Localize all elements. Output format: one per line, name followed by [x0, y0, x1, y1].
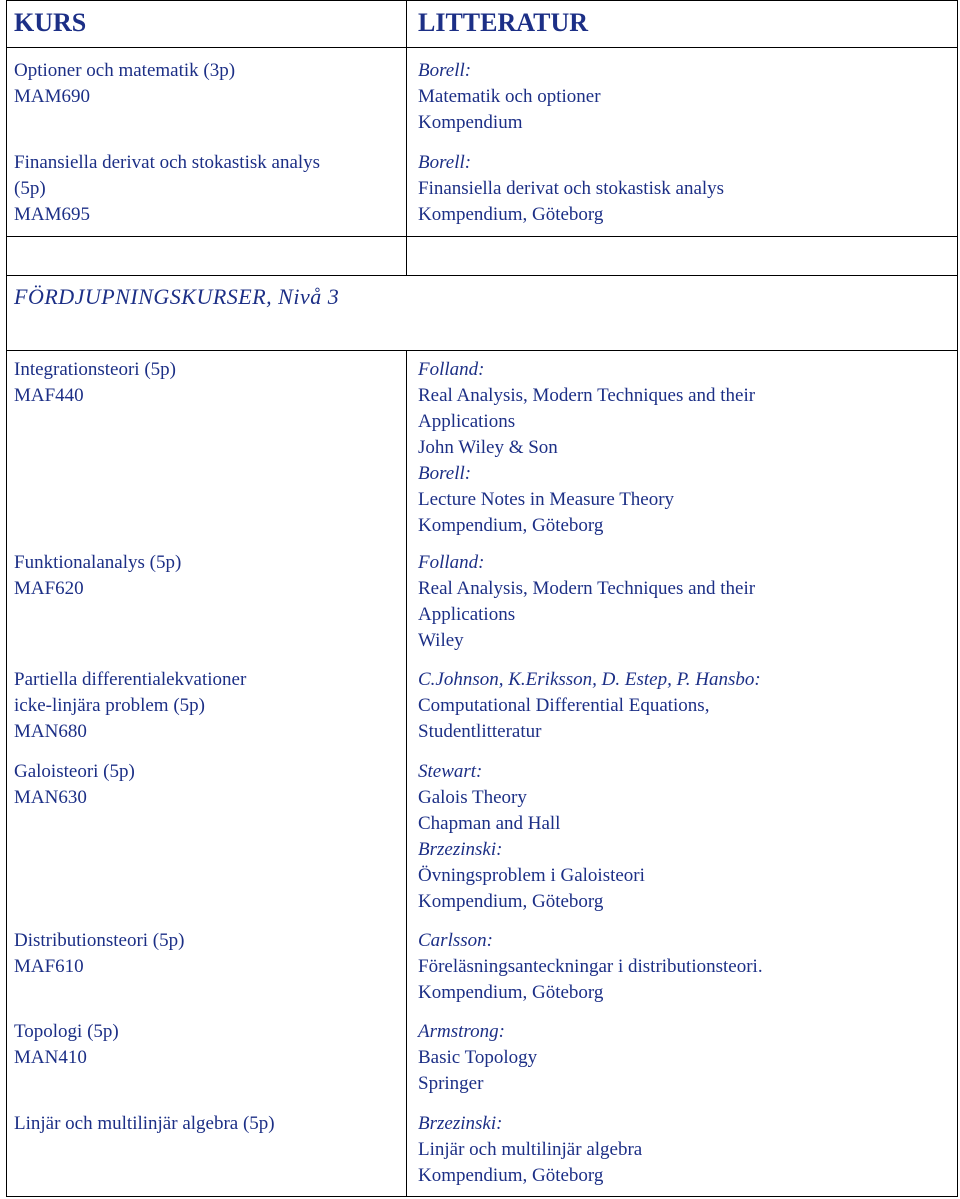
- author-label: C.Johnson, K.Eriksson, D. Estep, P. Hansbo:: [418, 669, 761, 690]
- cell-line: Kompendium, Göteborg: [418, 891, 604, 912]
- column-header-literature: LITTERATUR: [418, 8, 589, 37]
- author-label: Brzezinski:: [418, 839, 503, 860]
- header-row-divider: [6, 47, 958, 48]
- column-header-course: KURS: [14, 8, 87, 37]
- course-cell: [14, 1111, 275, 1137]
- literature-cell: [418, 357, 755, 539]
- cell-line: MAF440: [14, 385, 84, 406]
- cell-line: Chapman and Hall: [418, 813, 561, 834]
- table-border-top: [6, 0, 958, 1]
- cell-line: Finansiella derivat och stokastisk analys: [418, 178, 725, 199]
- literature-cell: [418, 1019, 537, 1097]
- cell-line: Kompendium: [418, 112, 523, 133]
- cell-line: Studentlitteratur: [418, 721, 542, 742]
- cell-line: Computational Differential Equations,: [418, 695, 710, 716]
- cell-line: MAN630: [14, 787, 87, 808]
- table-border-left: [6, 0, 7, 1197]
- column-divider-main: [406, 350, 407, 1197]
- cell-line: Funktionalanalys (5p): [14, 552, 182, 573]
- cell-line: icke-linjära problem (5p): [14, 695, 205, 716]
- course-cell: [14, 928, 184, 980]
- literature-cell: [418, 550, 755, 654]
- cell-line: Linjär och multilinjär algebra (5p): [14, 1113, 275, 1134]
- author-label: Stewart:: [418, 761, 483, 782]
- cell-line: Real Analysis, Modern Techniques and their: [418, 578, 756, 599]
- cell-line: John Wiley & Son: [418, 437, 558, 458]
- cell-line: Wiley: [418, 630, 464, 651]
- author-label: Folland:: [418, 552, 485, 573]
- course-cell: [14, 1019, 119, 1071]
- cell-line: Övningsproblem i Galoisteori: [418, 865, 645, 886]
- course-cell: [14, 550, 181, 602]
- cell-line: Galois Theory: [418, 787, 527, 808]
- course-cell: [14, 667, 246, 745]
- cell-line: Kompendium, Göteborg: [418, 515, 604, 536]
- author-label: Borell:: [418, 60, 472, 81]
- course-cell: [14, 357, 176, 409]
- literature-cell: [418, 58, 601, 136]
- cell-line: Linjär och multilinjär algebra: [418, 1139, 643, 1160]
- cell-line: Applications: [418, 604, 516, 625]
- cell-line: (5p): [14, 178, 46, 199]
- course-cell: [14, 759, 135, 811]
- cell-line: Matematik och optioner: [418, 86, 601, 107]
- literature-cell: [418, 759, 645, 915]
- literature-cell: [418, 150, 724, 228]
- section-title: FÖRDJUPNINGSKURSER, Nivå 3: [14, 284, 340, 309]
- cell-line: Lecture Notes in Measure Theory: [418, 489, 675, 510]
- cell-line: MAF610: [14, 956, 84, 977]
- section-row-bottom-divider: [6, 350, 958, 351]
- section-row-top-divider: [6, 275, 958, 276]
- cell-line: Partiella differentialekvationer: [14, 669, 247, 690]
- cell-line: MAM690: [14, 86, 91, 107]
- spacer-row-top-divider: [6, 236, 958, 237]
- cell-line: MAN410: [14, 1047, 87, 1068]
- author-label: Borell:: [418, 152, 472, 173]
- literature-cell: [418, 667, 761, 745]
- cell-line: Galoisteori (5p): [14, 761, 135, 782]
- literature-cell: [418, 1111, 642, 1189]
- cell-line: Basic Topology: [418, 1047, 538, 1068]
- cell-line: Kompendium, Göteborg: [418, 204, 604, 225]
- cell-line: Integrationsteori (5p): [14, 359, 176, 380]
- cell-line: MAF620: [14, 578, 84, 599]
- table-border-bottom: [6, 1196, 958, 1197]
- author-label: Carlsson:: [418, 930, 493, 951]
- table-border-right: [957, 0, 958, 1197]
- cell-line: Optioner och matematik (3p): [14, 60, 236, 81]
- cell-line: MAM695: [14, 204, 91, 225]
- cell-line: Applications: [418, 411, 516, 432]
- cell-line: Distributionsteori (5p): [14, 930, 185, 951]
- author-label: Borell:: [418, 463, 472, 484]
- cell-line: Finansiella derivat och stokastisk analys: [14, 152, 321, 173]
- course-cell: [14, 58, 235, 110]
- course-cell: [14, 150, 320, 228]
- author-label: Armstrong:: [418, 1021, 505, 1042]
- cell-line: Kompendium, Göteborg: [418, 1165, 604, 1186]
- author-label: Folland:: [418, 359, 485, 380]
- cell-line: Topologi (5p): [14, 1021, 119, 1042]
- cell-line: Kompendium, Göteborg: [418, 982, 604, 1003]
- cell-line: MAN680: [14, 721, 87, 742]
- literature-cell: [418, 928, 763, 1006]
- cell-line: Springer: [418, 1073, 484, 1094]
- column-divider-top: [406, 0, 407, 275]
- cell-line: Real Analysis, Modern Techniques and their: [418, 385, 756, 406]
- cell-line: Föreläsningsanteckningar i distributionsteori.: [418, 956, 763, 977]
- author-label: Brzezinski:: [418, 1113, 503, 1134]
